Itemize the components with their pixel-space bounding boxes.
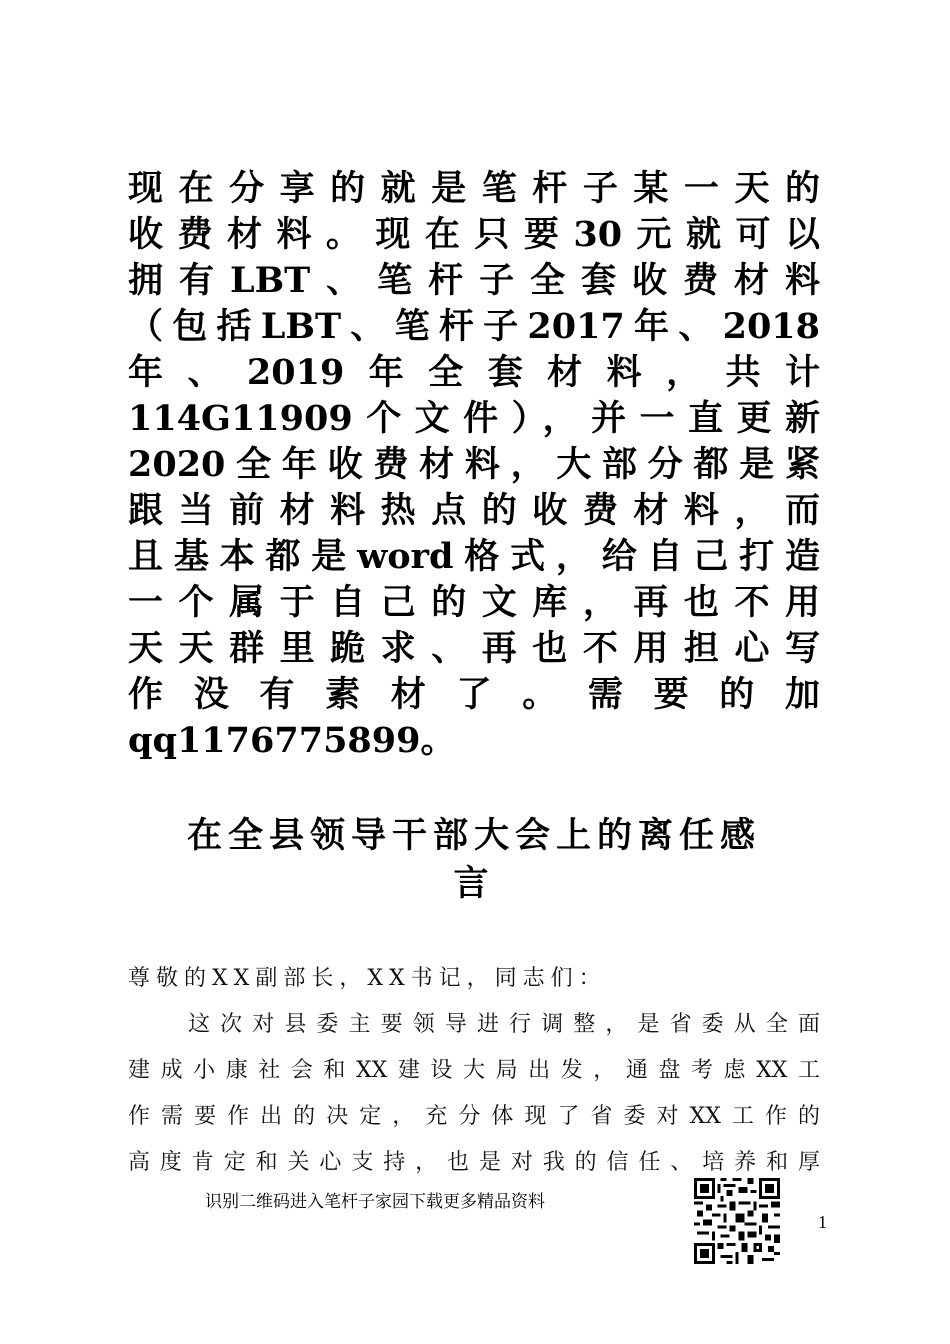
promo-line: 现在分享的就是笔杆子某一天的 <box>128 168 820 209</box>
title-line: 言 <box>453 863 495 904</box>
promo-line: 年、2019年全套材料，共计 <box>128 352 820 393</box>
page-number: 1 <box>818 1212 827 1232</box>
body-line: 这次对县委主要领导进行调整，是省委从全面 <box>188 1012 820 1037</box>
promo-line: 跟当前材料热点的收费材料，而 <box>128 490 820 531</box>
document-title <box>128 812 820 908</box>
promo-line: qq1176775899。 <box>128 720 456 761</box>
promo-line: 2020全年收费材料，大部分都是紧 <box>128 444 820 485</box>
title-line: 在全县领导干部大会上的离任感 <box>186 815 761 856</box>
promo-line: 114G11909个文件），并一直更新 <box>128 398 820 439</box>
promo-line: 天天群里跪求、再也不用担心写 <box>128 628 820 669</box>
promo-line: 收费材料。现在只要30元就可以 <box>128 214 820 255</box>
promo-paragraph <box>128 166 820 764</box>
salutation: 尊敬的XX副部长，XX书记，同志们： <box>128 966 607 991</box>
qr-code-icon[interactable] <box>692 1178 782 1264</box>
body-line: 作需要作出的决定，充分体现了省委对XX工作的 <box>128 1104 820 1129</box>
promo-line: 拥有LBT、笔杆子全套收费材料 <box>128 260 820 301</box>
promo-line: 作没有素材了。需要的加 <box>128 674 820 715</box>
body-line: 高度肯定和关心支持，也是对我的信任、培养和厚 <box>128 1150 820 1175</box>
body-line: 建成小康社会和XX建设大局出发，通盘考虑XX工 <box>128 1058 820 1083</box>
document-body <box>128 956 820 1186</box>
promo-line: 且基本都是word格式，给自己打造 <box>128 536 820 577</box>
promo-line: 一个属于自己的文库，再也不用 <box>128 582 820 623</box>
footer-cta-text: 识别二维码进入笔杆子家园下载更多精品资料 <box>205 1192 545 1212</box>
promo-line: （包括LBT、笔杆子2017年、2018 <box>128 306 820 347</box>
